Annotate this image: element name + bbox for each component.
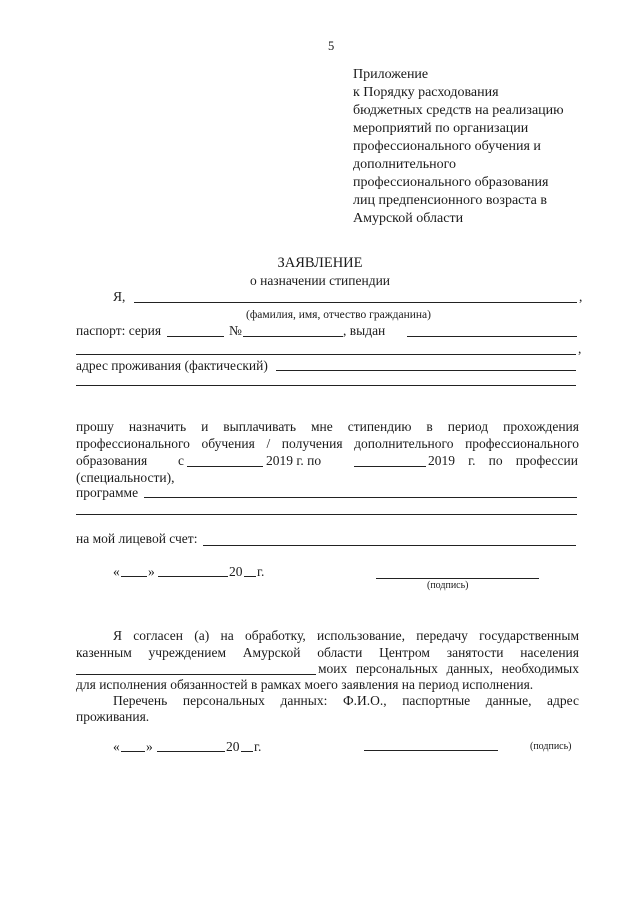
document-subtitle: о назначении стипендии bbox=[249, 273, 391, 288]
comma: , bbox=[578, 341, 582, 356]
issued-label: , выдан bbox=[343, 323, 386, 338]
date-from-field[interactable] bbox=[187, 466, 263, 467]
consent-line-2: казенным учреждением Амурской области Центром занятости населения bbox=[76, 645, 579, 660]
date-open-quote: « bbox=[113, 564, 120, 579]
issued-by-field-2[interactable] bbox=[76, 354, 576, 355]
year-suffix: г. bbox=[257, 564, 265, 579]
date-close-quote: » bbox=[148, 564, 155, 579]
date-close-quote: » bbox=[146, 739, 153, 754]
passport-number-field[interactable] bbox=[243, 336, 343, 337]
request-line-1: прошу назначить и выплачивать мне стипендию в период прохождения bbox=[76, 419, 579, 434]
appendix-line: лиц предпенсионного возраста в bbox=[353, 193, 547, 208]
year-to-text: 2019 г. по профессии bbox=[428, 453, 578, 468]
passport-series-label: паспорт: серия bbox=[76, 323, 162, 338]
year-field[interactable] bbox=[244, 576, 256, 577]
full-name-field[interactable] bbox=[134, 302, 577, 303]
account-field[interactable] bbox=[203, 545, 576, 546]
appendix-line: Амурской области bbox=[353, 211, 464, 226]
document-title: ЗАЯВЛЕНИЕ bbox=[277, 255, 363, 271]
signature-hint: (подпись) bbox=[427, 580, 469, 591]
year-suffix: г. bbox=[254, 739, 262, 754]
i-label: Я, bbox=[113, 289, 126, 304]
page-number: 5 bbox=[328, 39, 335, 53]
year-prefix: 20 bbox=[226, 739, 240, 754]
month-field[interactable] bbox=[157, 751, 225, 752]
day-field[interactable] bbox=[121, 576, 147, 577]
appendix-line: дополнительного bbox=[353, 157, 456, 172]
signature-hint: (подпись) bbox=[530, 741, 572, 752]
month-field[interactable] bbox=[158, 576, 228, 577]
address-field-2[interactable] bbox=[76, 385, 576, 386]
address-field[interactable] bbox=[276, 370, 576, 371]
issued-by-field[interactable] bbox=[407, 336, 577, 337]
day-field[interactable] bbox=[121, 751, 145, 752]
year-field[interactable] bbox=[241, 751, 253, 752]
specialty-label: (специальности), bbox=[76, 470, 175, 485]
year-from: 2019 г. по bbox=[266, 453, 322, 468]
organization-field[interactable] bbox=[76, 674, 316, 675]
signature-field[interactable] bbox=[376, 578, 539, 579]
date-to-field[interactable] bbox=[354, 466, 426, 467]
appendix-line: бюджетных средств на реализацию bbox=[353, 103, 564, 118]
education-from-text: образования с bbox=[76, 453, 184, 468]
appendix-line: Приложение bbox=[353, 67, 429, 82]
account-label: на мой лицевой счет: bbox=[76, 531, 198, 546]
consent-line-1: Я согласен (а) на обработку, использование, передачу государственным bbox=[113, 628, 579, 643]
year-prefix: 20 bbox=[229, 564, 243, 579]
date-open-quote: « bbox=[113, 739, 120, 754]
signature-field[interactable] bbox=[364, 750, 498, 751]
name-hint: (фамилия, имя, отчество гражданина) bbox=[246, 309, 431, 321]
request-line-2: профессионального обучения / получения дополнительного профессионального bbox=[76, 436, 579, 451]
program-field[interactable] bbox=[144, 497, 577, 498]
year-to bbox=[428, 452, 578, 470]
passport-number-label: № bbox=[229, 323, 242, 338]
program-field-2[interactable] bbox=[76, 514, 577, 515]
consent-line-3-text: моих персональных данных, необходимых bbox=[318, 661, 579, 676]
data-list-line-1: Перечень персональных данных: Ф.И.О., паспортные данные, адрес bbox=[113, 693, 579, 708]
appendix-line: профессионального образования bbox=[353, 175, 549, 190]
program-label: программе bbox=[76, 485, 139, 500]
appendix-line: мероприятий по организации bbox=[353, 121, 529, 136]
address-label: адрес проживания (фактический) bbox=[76, 358, 268, 373]
appendix-line: к Порядку расходования bbox=[353, 85, 499, 100]
appendix-line: профессионального обучения и bbox=[353, 139, 541, 154]
consent-line-4: для исполнения обязанностей в рамках моего заявления на период исполнения. bbox=[76, 677, 534, 692]
appendix-header bbox=[353, 66, 603, 228]
comma: , bbox=[579, 289, 583, 304]
education-from bbox=[76, 452, 184, 470]
passport-series-field[interactable] bbox=[167, 336, 224, 337]
data-list-line-2: проживания. bbox=[76, 709, 150, 724]
